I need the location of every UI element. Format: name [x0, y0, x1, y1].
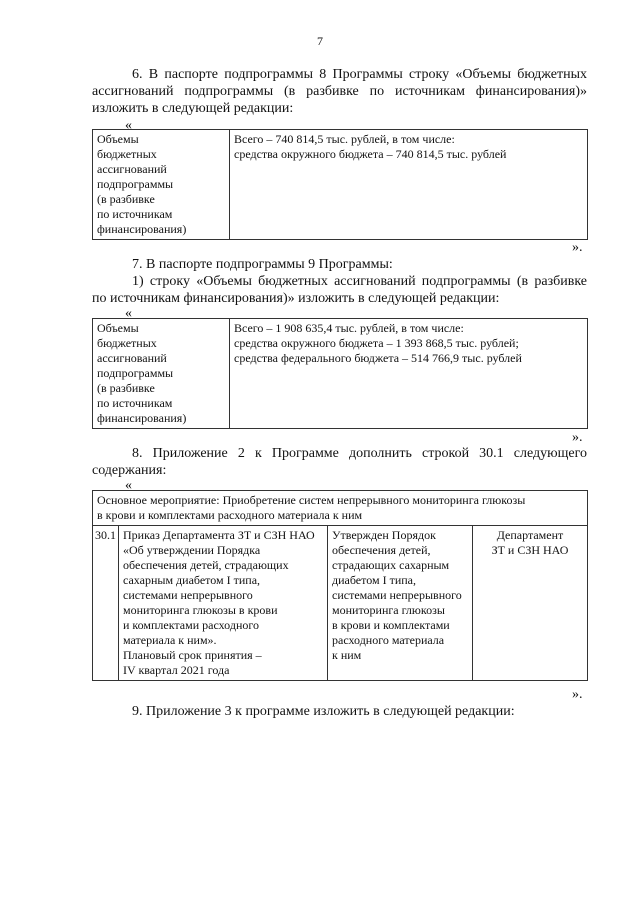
section-7-line-1: 7. В паспорте подпрограммы 9 Программы: — [132, 257, 393, 272]
section-8-close-quote: ». — [572, 687, 583, 702]
order-line: «Об утверждении Порядка — [123, 543, 261, 557]
order-line: мониторинга глюкозы в крови — [123, 603, 278, 617]
section-8-open-quote: « — [125, 478, 132, 493]
section-8-header-cell — [93, 491, 588, 526]
section-8-result-cell — [328, 526, 473, 681]
section-9-line-1: 9. Приложение 3 к программе изложить в следующей редакции: — [132, 704, 515, 719]
order-line: сахарным диабетом I типа, — [123, 573, 261, 587]
label-line: Объемы — [97, 132, 139, 146]
result-line: мониторинга глюкозы — [332, 603, 445, 617]
value-line: Всего – 740 814,5 тыс. рублей, в том числе: — [234, 132, 455, 146]
section-8-dept-cell — [473, 526, 588, 681]
section-7-open-quote: « — [125, 306, 132, 321]
dept-line: ЗТ и СЗН НАО — [491, 543, 569, 557]
section-8-row-number: 30.1 — [93, 526, 119, 681]
section-7-close-quote: ». — [572, 430, 583, 445]
label-line: по источникам — [97, 396, 173, 410]
section-7-line-2: 1) строку «Объемы бюджетных ассигнований подпрограммы (в разбивке — [132, 274, 587, 289]
label-line: бюджетных — [97, 336, 157, 350]
section-8-result — [332, 528, 468, 663]
section-7-value-cell — [230, 319, 588, 429]
value-line: Всего – 1 908 635,4 тыс. рублей, в том числе: — [234, 321, 464, 335]
section-7-label — [97, 321, 225, 426]
section-8-order — [123, 528, 323, 678]
section-8-dept — [477, 528, 583, 558]
label-line: ассигнований — [97, 162, 167, 176]
section-8-line-2: содержания: — [92, 463, 167, 478]
result-line: к ним — [332, 648, 362, 662]
section-6-table — [92, 129, 588, 240]
section-6-text — [92, 66, 587, 117]
label-line: финансирования) — [97, 411, 187, 425]
section-8-order-cell — [119, 526, 328, 681]
value-line: средства окружного бюджета – 1 393 868,5 тыс. рублей; — [234, 336, 519, 350]
section-7-table — [92, 318, 588, 429]
section-6-line-2: ассигнований подпрограммы (в разбивке по источникам финансирования)» — [92, 84, 587, 99]
value-line: средства федерального бюджета – 514 766,9 тыс. рублей — [234, 351, 522, 365]
label-line: подпрограммы — [97, 177, 174, 191]
label-line: (в разбивке — [97, 192, 155, 206]
order-line: IV квартал 2021 года — [123, 663, 230, 677]
label-line: финансирования) — [97, 222, 187, 236]
label-line: Объемы — [97, 321, 139, 335]
value-line: средства окружного бюджета – 740 814,5 тыс. рублей — [234, 147, 507, 161]
section-8-table — [92, 490, 588, 681]
result-line: страдающих сахарным — [332, 558, 450, 572]
section-6-value-cell — [230, 130, 588, 240]
label-line: подпрограммы — [97, 366, 174, 380]
order-line: Приказ Департамента ЗТ и СЗН НАО — [123, 528, 315, 542]
section-6-close-quote: ». — [572, 240, 583, 255]
result-line: обеспечения детей, — [332, 543, 431, 557]
label-line: по источникам — [97, 207, 173, 221]
section-8-line-1: 8. Приложение 2 к Программе дополнить строкой 30.1 следующего — [132, 446, 587, 461]
page-number: 7 — [317, 34, 323, 48]
header-line: в крови и комплектами расходного материала к ним — [97, 508, 363, 522]
label-line: бюджетных — [97, 147, 157, 161]
section-6-label — [97, 132, 225, 237]
order-line: обеспечения детей, страдающих — [123, 558, 289, 572]
section-7-line-3: по источникам финансирования)» изложить в следующей редакции: — [92, 291, 500, 306]
section-6-open-quote: « — [125, 118, 132, 133]
label-line: ассигнований — [97, 351, 167, 365]
result-line: в крови и комплектами — [332, 618, 450, 632]
order-line: системами непрерывного — [123, 588, 253, 602]
result-line: расходного материала — [332, 633, 445, 647]
section-7-label-cell — [93, 319, 230, 429]
section-6-value — [234, 132, 583, 162]
header-line: Основное мероприятие: Приобретение систем непрерывного мониторинга глюкозы — [97, 493, 526, 507]
order-line: Плановый срок принятия – — [123, 648, 262, 662]
section-6-label-cell — [93, 130, 230, 240]
result-line: диабетом I типа, — [332, 573, 416, 587]
section-6-line-1: 6. В паспорте подпрограммы 8 Программы строку «Объемы бюджетных — [132, 67, 587, 82]
section-7-value — [234, 321, 583, 366]
dept-line: Департамент — [496, 528, 564, 542]
section-9-text — [92, 703, 587, 720]
section-6-line-3: изложить в следующей редакции: — [92, 101, 294, 116]
section-8-header — [97, 493, 583, 523]
order-line: материала к ним». — [123, 633, 217, 647]
order-line: и комплектами расходного — [123, 618, 259, 632]
result-line: системами непрерывного — [332, 588, 462, 602]
section-8-text — [92, 445, 587, 479]
label-line: (в разбивке — [97, 381, 155, 395]
section-7-text — [92, 256, 587, 307]
result-line: Утвержден Порядок — [332, 528, 436, 542]
